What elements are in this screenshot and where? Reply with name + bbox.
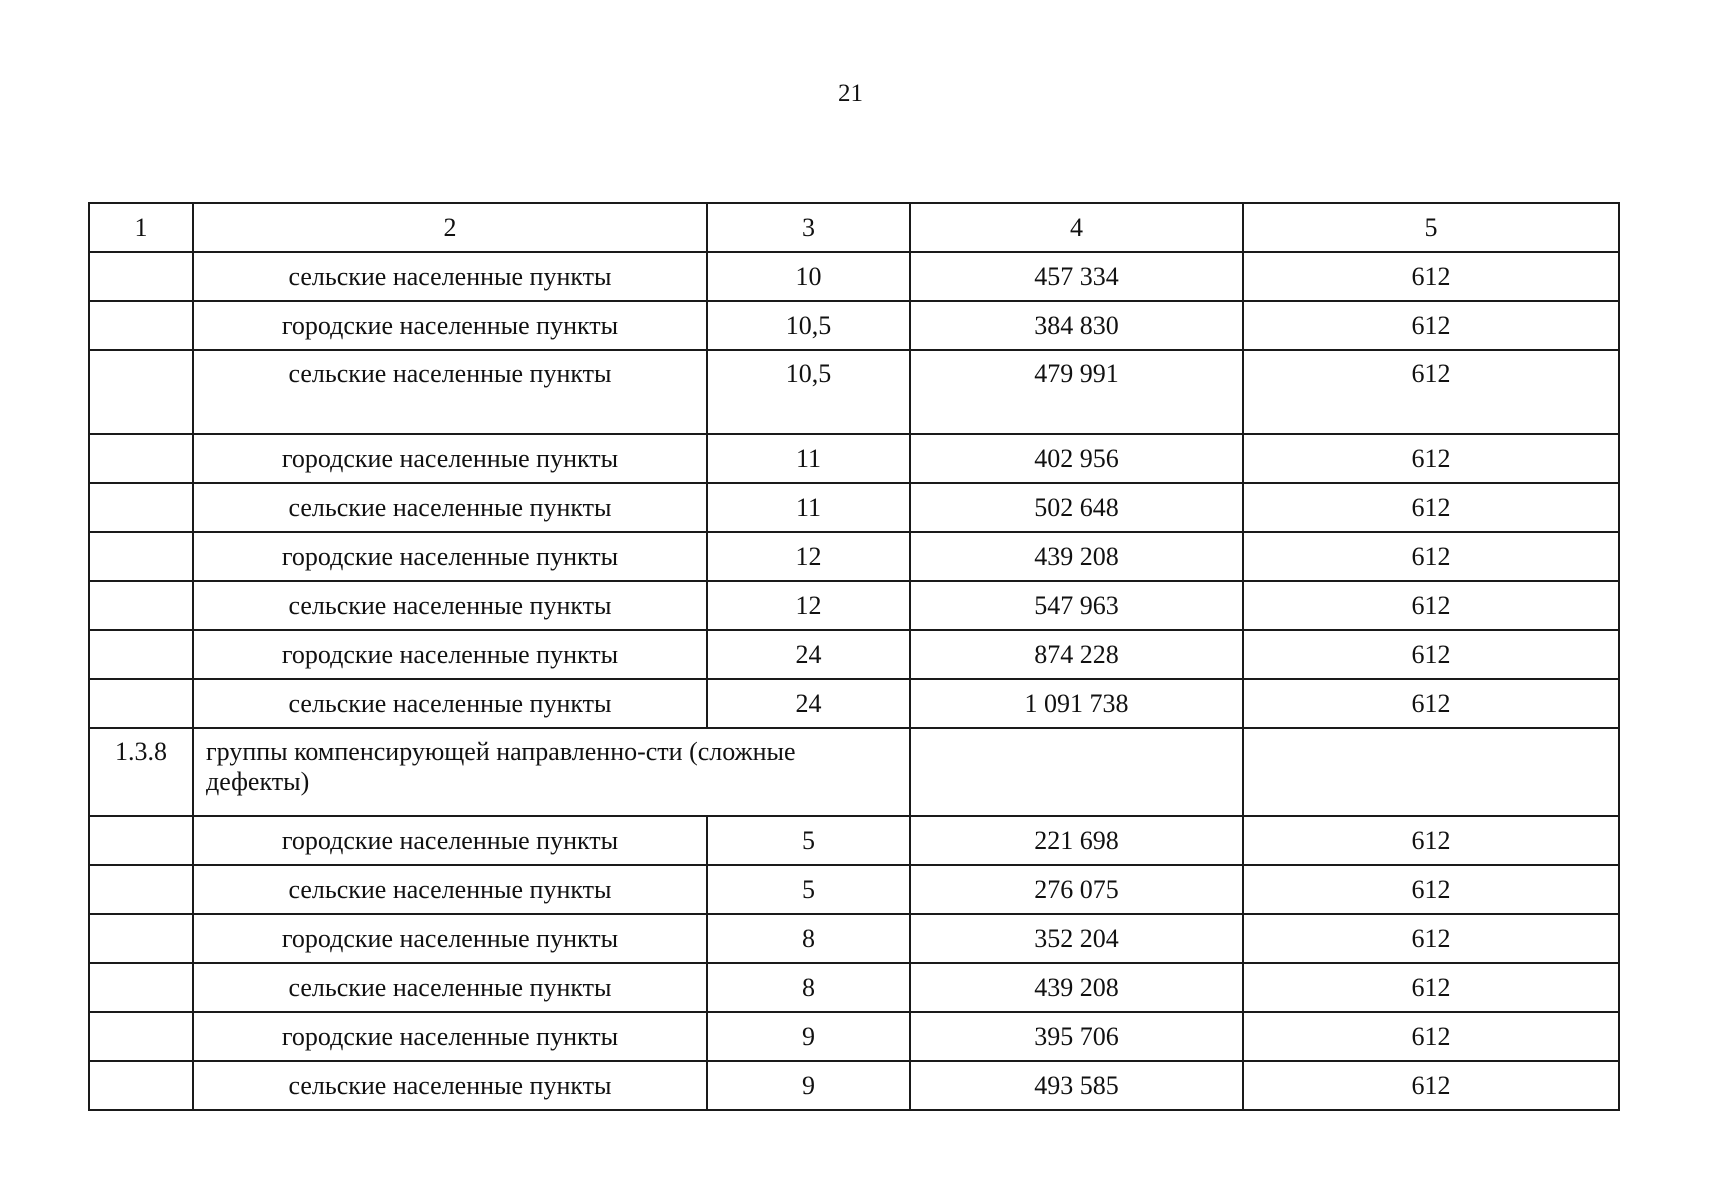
- col4-value-cell: 439 208: [910, 532, 1243, 581]
- settlement-type-cell: городские населенные пункты: [193, 1012, 707, 1061]
- col5-value-cell: 612: [1243, 963, 1619, 1012]
- table-row: [89, 679, 1619, 728]
- settlement-type-cell: городские населенные пункты: [193, 816, 707, 865]
- table-row: [89, 1061, 1619, 1110]
- col4-value-cell: 874 228: [910, 630, 1243, 679]
- row-number-cell: [89, 350, 193, 434]
- row-number-cell: [89, 434, 193, 483]
- settlement-type-cell: сельские населенные пункты: [193, 679, 707, 728]
- settlement-type-cell: сельские населенные пункты: [193, 350, 707, 434]
- col3-value-cell: 10,5: [707, 350, 910, 434]
- col3-value-cell: 5: [707, 816, 910, 865]
- row-number-cell: [89, 252, 193, 301]
- settlement-type-cell: городские населенные пункты: [193, 914, 707, 963]
- header-cell-col2: 2: [193, 203, 707, 252]
- settlement-type-cell: сельские населенные пункты: [193, 252, 707, 301]
- row-number-cell: [89, 914, 193, 963]
- col3-value-cell: 9: [707, 1061, 910, 1110]
- table-row: [89, 914, 1619, 963]
- col3-value-cell: 5: [707, 865, 910, 914]
- row-number-cell: [89, 581, 193, 630]
- col4-value-cell: 395 706: [910, 1012, 1243, 1061]
- table-row: [89, 581, 1619, 630]
- col4-value-cell: 547 963: [910, 581, 1243, 630]
- header-cell-col1: 1: [89, 203, 193, 252]
- col4-value-cell: 479 991: [910, 350, 1243, 434]
- table-row: [89, 630, 1619, 679]
- row-number-cell: [89, 483, 193, 532]
- table-row: [89, 532, 1619, 581]
- col5-value-cell: 612: [1243, 630, 1619, 679]
- settlement-type-cell: сельские населенные пункты: [193, 865, 707, 914]
- col5-value-cell: 612: [1243, 1012, 1619, 1061]
- col5-value-cell: 612: [1243, 483, 1619, 532]
- col5-value-cell: 612: [1243, 914, 1619, 963]
- header-cell-col3: 3: [707, 203, 910, 252]
- row-number-cell: [89, 1061, 193, 1110]
- col3-value-cell: 11: [707, 483, 910, 532]
- col3-value-cell: 24: [707, 679, 910, 728]
- row-number-cell: [89, 963, 193, 1012]
- table-row: [89, 301, 1619, 350]
- table-row: [89, 434, 1619, 483]
- settlement-type-cell: сельские населенные пункты: [193, 483, 707, 532]
- col3-value-cell: 10: [707, 252, 910, 301]
- row-number-cell: [89, 816, 193, 865]
- header-cell-col4: 4: [910, 203, 1243, 252]
- row-number-cell: [89, 865, 193, 914]
- settlement-type-cell: сельские населенные пункты: [193, 1061, 707, 1110]
- settlement-type-cell: сельские населенные пункты: [193, 963, 707, 1012]
- col4-value-cell: 502 648: [910, 483, 1243, 532]
- col4-value-cell: 493 585: [910, 1061, 1243, 1110]
- section-empty-cell: [910, 728, 1243, 816]
- data-table: [88, 202, 1620, 1111]
- table-row: [89, 963, 1619, 1012]
- row-number-cell: [89, 679, 193, 728]
- settlement-type-cell: городские населенные пункты: [193, 434, 707, 483]
- col5-value-cell: 612: [1243, 301, 1619, 350]
- col5-value-cell: 612: [1243, 532, 1619, 581]
- col5-value-cell: 612: [1243, 434, 1619, 483]
- col5-value-cell: 612: [1243, 865, 1619, 914]
- col3-value-cell: 12: [707, 581, 910, 630]
- section-description-cell: группы компенсирующей направленно-сти (сложные дефекты): [193, 728, 910, 816]
- section-empty-cell: [1243, 728, 1619, 816]
- section-row: [89, 728, 1619, 816]
- col4-value-cell: 276 075: [910, 865, 1243, 914]
- col5-value-cell: 612: [1243, 581, 1619, 630]
- table-row: [89, 865, 1619, 914]
- col3-value-cell: 10,5: [707, 301, 910, 350]
- table-row: [89, 483, 1619, 532]
- table-row: [89, 252, 1619, 301]
- row-number-cell: [89, 301, 193, 350]
- table-header-row: [89, 203, 1619, 252]
- table-row: [89, 816, 1619, 865]
- row-number-cell: [89, 1012, 193, 1061]
- col3-value-cell: 11: [707, 434, 910, 483]
- col3-value-cell: 8: [707, 914, 910, 963]
- col5-value-cell: 612: [1243, 816, 1619, 865]
- col5-value-cell: 612: [1243, 252, 1619, 301]
- col3-value-cell: 8: [707, 963, 910, 1012]
- section-number-cell: 1.3.8: [89, 728, 193, 816]
- settlement-type-cell: городские населенные пункты: [193, 630, 707, 679]
- col4-value-cell: 402 956: [910, 434, 1243, 483]
- col5-value-cell: 612: [1243, 679, 1619, 728]
- col3-value-cell: 12: [707, 532, 910, 581]
- row-number-cell: [89, 630, 193, 679]
- table-row: [89, 350, 1619, 434]
- table-row: [89, 1012, 1619, 1061]
- col3-value-cell: 9: [707, 1012, 910, 1061]
- settlement-type-cell: городские населенные пункты: [193, 532, 707, 581]
- col4-value-cell: 439 208: [910, 963, 1243, 1012]
- header-cell-col5: 5: [1243, 203, 1619, 252]
- col3-value-cell: 24: [707, 630, 910, 679]
- col5-value-cell: 612: [1243, 1061, 1619, 1110]
- settlement-type-cell: сельские населенные пункты: [193, 581, 707, 630]
- col4-value-cell: 352 204: [910, 914, 1243, 963]
- col4-value-cell: 457 334: [910, 252, 1243, 301]
- settlement-type-cell: городские населенные пункты: [193, 301, 707, 350]
- col4-value-cell: 1 091 738: [910, 679, 1243, 728]
- col5-value-cell: 612: [1243, 350, 1619, 434]
- page-number: 21: [838, 80, 863, 107]
- row-number-cell: [89, 532, 193, 581]
- col4-value-cell: 384 830: [910, 301, 1243, 350]
- col4-value-cell: 221 698: [910, 816, 1243, 865]
